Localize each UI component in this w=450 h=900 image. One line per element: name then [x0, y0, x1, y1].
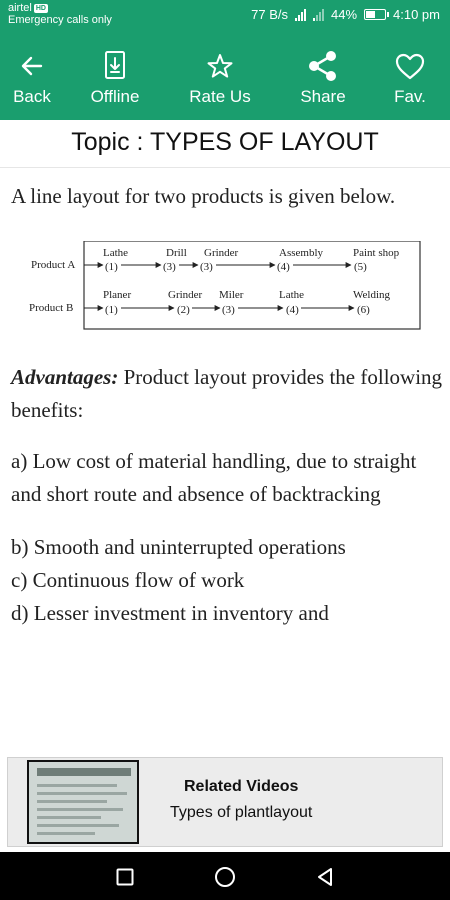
advantage-item-b: b) Smooth and uninterrupted operations [11, 535, 346, 559]
hd-badge: HD [35, 4, 46, 12]
share-label: Share [300, 87, 346, 106]
net-speed: 77 B/s [251, 7, 288, 22]
a-station-3-num: (3) [200, 261, 213, 273]
advantage-item-d: d) Lesser investment in inventory and [11, 601, 329, 625]
system-nav-bar [0, 852, 450, 900]
a-station-4-num: (4) [277, 261, 290, 273]
a-station-2-num: (3) [163, 261, 176, 273]
a-station-4-name: Assembly [279, 247, 323, 259]
a-station-5-name: Paint shop [353, 247, 400, 259]
advantage-item-a: a) Low cost of material handling, due to straight and short route and absence of backtracking [11, 449, 417, 506]
toolbar [0, 32, 450, 120]
a-station-2-name: Drill [166, 247, 187, 259]
status-indicators [251, 7, 440, 22]
b-station-1-num: (1) [105, 304, 118, 316]
related-video-name[interactable]: Types of plantlayout [170, 804, 313, 821]
b-station-4-name: Lathe [279, 289, 305, 301]
advantages-paragraph [11, 361, 443, 427]
b-station-2-name: Grinder [168, 289, 203, 301]
favorite-label: Fav. [394, 87, 426, 106]
product-b-label: Product B [29, 302, 74, 314]
favorite-button[interactable] [388, 32, 432, 120]
a-station-3-name: Grinder [204, 247, 239, 259]
offline-label: Offline [90, 87, 140, 106]
related-videos-banner[interactable] [7, 757, 443, 847]
carrier-name: airtel [8, 2, 32, 14]
b-station-2-num: (2) [177, 304, 190, 316]
carrier-info [8, 2, 112, 26]
carrier [8, 2, 112, 14]
share-button[interactable] [296, 32, 350, 120]
b-station-3-num: (3) [222, 304, 235, 316]
clock: 4:10 pm [393, 7, 440, 22]
download-doc-icon [103, 46, 127, 86]
signal-icon-2 [313, 9, 324, 21]
related-videos-title: Related Videos [184, 778, 299, 795]
rate-us-button[interactable] [186, 32, 254, 120]
home-icon[interactable] [212, 864, 238, 890]
product-a-label: Product A [31, 259, 76, 271]
b-station-3-name: Miler [219, 289, 244, 301]
back-arrow-icon [19, 46, 45, 86]
battery-fill [366, 11, 375, 18]
intro-paragraph: A line layout for two products is given below. [11, 184, 396, 208]
rate-us-label: Rate Us [189, 87, 251, 106]
offline-button[interactable] [86, 32, 144, 120]
emergency-text: Emergency calls only [8, 14, 112, 26]
back-button[interactable] [8, 32, 56, 120]
a-station-5-num: (5) [354, 261, 367, 273]
a-station-1-name: Lathe [103, 247, 129, 259]
star-icon [206, 46, 234, 86]
article-content [11, 180, 443, 630]
a-station-1-num: (1) [105, 261, 118, 273]
status-bar [0, 0, 450, 32]
b-station-5-num: (6) [357, 304, 370, 316]
heart-icon [394, 46, 426, 86]
b-station-4-num: (4) [286, 304, 299, 316]
recents-icon[interactable] [112, 864, 138, 890]
line-layout-diagram [11, 241, 443, 345]
battery-percent: 44% [330, 7, 358, 22]
advantages-text: Product layout provides the following benefits: [11, 365, 443, 422]
b-station-1-name: Planer [103, 289, 132, 301]
topic-title: Topic : TYPES OF LAYOUT [0, 120, 450, 168]
battery-icon [364, 9, 386, 20]
share-icon [307, 46, 339, 86]
back-label: Back [13, 87, 51, 106]
signal-icon [295, 9, 306, 21]
advantages-title: Advantages: [11, 365, 119, 389]
nav-back-icon[interactable] [312, 864, 338, 890]
video-thumbnail[interactable] [27, 760, 139, 844]
b-station-5-name: Welding [353, 289, 390, 301]
advantage-item-c: c) Continuous flow of work [11, 568, 245, 592]
